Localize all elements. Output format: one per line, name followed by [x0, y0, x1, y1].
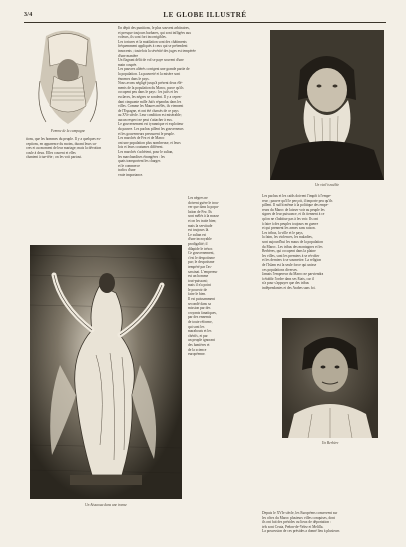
text-line: vraie importance.: [118, 173, 144, 177]
page-header: [24, 10, 386, 22]
text-line: marabouts et les: [188, 329, 212, 334]
caption-woman: Femme de la campagne: [50, 129, 86, 133]
text-line: Le sultan est: [188, 232, 207, 237]
text-line: occupent peu dans le pays : les juifs et les: [118, 90, 178, 95]
page-number: 3/4: [24, 12, 33, 18]
text-line: innocents ; toutefois la sévérité des juges est tempérée: [118, 48, 196, 53]
text-line: chérifs, et par: [188, 333, 208, 338]
text-line: les côtes du Maroc plusieurs villes conquises, dont: [262, 515, 335, 520]
text-line: est toujours là.: [188, 228, 210, 233]
text-line: croyants fanatiques,: [188, 310, 217, 315]
text-line: trafics d'une: [118, 168, 136, 173]
text-line: Un flagrant délit de vol se paye souvent d'une: [118, 58, 184, 63]
text-line: Les pachas et les caïds doivent l'impôt à l'empe-: [262, 194, 332, 198]
narrow-right-column: [188, 196, 256, 357]
header-rule: [24, 22, 386, 23]
text-line: des lumières et: [188, 343, 210, 347]
caption-young-man: Un Berbère: [321, 441, 339, 445]
illustration-old-man: [270, 30, 384, 180]
text-line: tions, que les hommes du peuple. Il y a quelques ex-: [26, 137, 102, 141]
text-line: chantent à tue-tête ; on les voit partout.: [26, 155, 83, 160]
text-line: sont aujourd'hui les maux de la population: [262, 239, 323, 244]
text-line: Les tribus, la ville et le pays,: [262, 230, 304, 235]
text-line: et on les traite bien;: [188, 218, 217, 223]
text-line: mais la servitude: [188, 223, 213, 228]
text-line: Il est puissamment: [188, 297, 215, 302]
old-man-engraving: [270, 30, 384, 180]
text-line: ver que dans la popu-: [188, 205, 219, 210]
text-line: n'a pour s'appuyer que des tribus: [262, 281, 309, 286]
text-line: du pauvre. Les pachas pillent les gouverneurs: [118, 127, 184, 132]
text-line: reurs du Maroc de laisser voir au peuple les: [262, 207, 325, 212]
text-line: faire le bien.: [188, 292, 207, 297]
text-line: à établir l'ordre dans ses États, car il: [262, 276, 314, 281]
text-line: lois et leurs coutumes diffèrent.: [118, 145, 164, 150]
text-line: La possession de ces présides a donné lieu à plusieurs: [262, 529, 340, 534]
text-line: secondé dans sa: [188, 301, 211, 306]
newspaper-title: LE GLOBE ILLUSTRÉ: [163, 11, 247, 19]
text-line: signes de leur puissance, et ils tiennent à ce: [262, 212, 325, 217]
text-line: sont mêlés à la masse: [188, 214, 219, 219]
text-line: du Maroc. Les tribus des montagnes et les: [262, 244, 323, 249]
text-line: pillent. Il suffit même à la politique des empe-: [262, 203, 329, 208]
text-line: et qui prennent les armes sans raison.: [262, 226, 316, 231]
young-man-engraving: [282, 318, 378, 438]
veiled-woman-engraving: [26, 26, 110, 126]
text-line: ils ont fait des présides ou lieux de déportation :: [262, 520, 331, 525]
text-line: et les gouverneurs pressurent le peuple.: [118, 131, 175, 136]
text-line: doivent guère le trou-: [188, 200, 220, 205]
text-line: ces populations diverses.: [262, 267, 298, 272]
caption-old-man: Un vieil israélite: [314, 183, 340, 187]
caption-dance: Un Aïssaoua dans une transe: [84, 503, 128, 507]
text-line: dilapide le trésor.: [188, 246, 213, 251]
right-column-bottom: [262, 511, 390, 534]
text-line: main coupée.: [118, 62, 138, 67]
text-line: pur; le despotisme: [188, 260, 215, 265]
text-line: et le commerce: [118, 163, 140, 168]
text-line: au XVe siècle. Leur condition est misérable;: [118, 113, 182, 118]
text-line: lation de Fez. Ils: [188, 209, 212, 214]
text-line: aucun respect ne peut s'attacher à eux.: [118, 117, 173, 122]
text-line: et presque toujours barbares, qui sont infligées aux: [118, 30, 192, 35]
text-line: Le gouvernement est tyrannique et exploiteur: [118, 122, 184, 127]
text-line: Nous avons négligé jusqu'à présent deux élé-: [118, 81, 183, 86]
text-line: mission par des: [188, 306, 211, 311]
text-line: Ce gouvernement,: [188, 251, 215, 256]
text-line: prodigalité; il: [188, 241, 208, 246]
illustration-young-man: [282, 318, 378, 438]
text-line: la population. La pauvreté et la misère sont: [118, 71, 181, 76]
text-line: et les derniers à se soumettre. La religion: [262, 258, 322, 263]
text-line: d'une incroyable: [188, 237, 212, 242]
text-line: à faire à des peuples toujours en guerre: [262, 221, 319, 226]
text-line: En dépit des punitions, le plus souvent arbitraires,: [118, 26, 190, 30]
right-column-top: [262, 194, 390, 290]
text-line: de toute réforme,: [188, 320, 213, 325]
text-line: énormes dans le pays.: [118, 76, 150, 81]
text-line: reur ; pauvre qu'il le perçoit, il importe peu qu'ils: [262, 198, 333, 203]
text-line: Les pauvres altérés corrigent une grande partie de: [118, 67, 190, 72]
middle-column: [118, 26, 258, 178]
text-line: la faim, les violences, les maladies,: [262, 235, 313, 240]
text-line: Depuis le XVIe siècle, les Européens conservent sur: [262, 511, 338, 515]
text-line: ments de la population du Maroc, parce qu'ils: [118, 85, 184, 90]
text-line: dant cinquante mille Juifs répandus dans les: [118, 99, 182, 104]
text-line: qui sont les: [188, 324, 205, 329]
text-line: Berbères, qui occupent dans la plaine: [262, 249, 316, 254]
text-line: qu'on ne s'habitue pas à les voir. Ils ont: [262, 216, 319, 221]
dancer-engraving: [30, 245, 182, 499]
text-line: quais transportent les charges: [118, 159, 161, 164]
text-line: coule à deux. Elles courent et elles: [26, 150, 76, 155]
text-line: de la science: [188, 347, 207, 352]
text-line: voleurs, ils sont fort incorrigibles.: [118, 35, 167, 40]
text-line: d'une manière: [118, 53, 139, 58]
text-line: mais il n'a point: [188, 283, 211, 288]
text-line: tels sont Ceuta, Peñon-de-Velez et Melilla.: [262, 524, 324, 529]
text-line: Les marchés de Fez et de Maroc: [118, 136, 165, 141]
text-line: Les marchés s'achètent, pour le sultan,: [118, 150, 174, 155]
text-line: ceptions, en apparence du moins, durant leurs sa-: [26, 141, 97, 146]
text-line: un peuple ignorant: [188, 338, 215, 343]
illustration-veiled-woman: [26, 26, 110, 126]
text-line: indépendantes et des Arabes sans foi.: [262, 285, 316, 290]
text-line: esclaves, les nègres se sondent. Il y a cepen-: [118, 94, 182, 99]
text-line: européenne.: [188, 352, 206, 357]
text-line: cres et au moment de leur mariage; mais la dévotion: [26, 146, 102, 151]
text-line: Les tortures et la mutilation sont des châtiments: [118, 39, 187, 44]
text-line: est un homme: [188, 274, 209, 279]
text-line: de l'Espagne, et ont été chassés de ce pays: [118, 108, 179, 113]
text-line: par des ennemis: [188, 315, 212, 320]
text-line: les marchandises étrangères : les: [118, 154, 165, 159]
text-line: ont une population plus nombreuse, et leurs: [118, 140, 181, 145]
text-line: tempéré par l'as-: [188, 264, 212, 269]
text-line: c'est le despotisme: [188, 255, 215, 260]
text-line: Jamais l'empereur du Maroc ne parviendra: [262, 272, 324, 277]
text-line: sassinat. L'empereur: [188, 269, 218, 274]
text-line: fréquemment appliqués à ceux qui se prétendent: [118, 44, 188, 49]
text-line: Les nègres ne: [188, 196, 208, 200]
text-line: de l'Islam est la seule force qui unisse: [262, 262, 317, 267]
illustration-dancer: [30, 245, 182, 499]
left-short-column: [26, 137, 118, 160]
text-line: villes. Comme les Maures mêlés, ils viennent: [118, 104, 184, 109]
text-line: tout-puissant;: [188, 278, 208, 283]
text-line: les villes, sont les premiers à se révolter: [262, 253, 320, 258]
text-line: le pouvoir de: [188, 287, 207, 292]
